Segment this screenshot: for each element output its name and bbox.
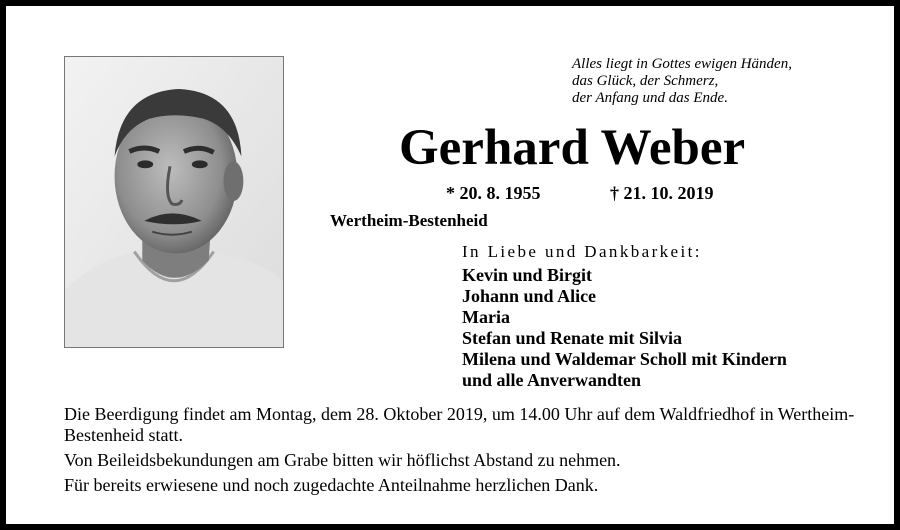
- condolence-request: Von Beileidsbekundungen am Grabe bitten wir höflichst Abstand zu nehmen.: [64, 450, 621, 470]
- mourner-entry: Maria: [462, 307, 510, 327]
- mourner-entry: Kevin und Birgit: [462, 265, 593, 285]
- funeral-notice: [64, 404, 894, 500]
- death-date: † 21. 10. 2019: [610, 183, 714, 203]
- verse-line: Alles liegt in Gottes ewigen Händen,: [572, 56, 792, 72]
- mourners-list: [462, 265, 787, 391]
- thanks-note: Für bereits erwiesene und noch zugedachte Anteilnahme herzlichen Dank.: [64, 475, 599, 495]
- residence-place: Wertheim-Bestenheid: [330, 211, 488, 230]
- portrait-photo: [64, 56, 284, 348]
- verse-line: der Anfang und das Ende.: [572, 90, 728, 106]
- deceased-name: Gerhard Weber: [399, 120, 746, 176]
- verse-line: das Glück, der Schmerz,: [572, 73, 719, 89]
- mourner-entry: und alle Anverwandten: [462, 370, 642, 390]
- mourner-entry: Milena und Waldemar Scholl mit Kindern: [462, 349, 787, 369]
- gratitude-line: In Liebe und Dankbarkeit:: [462, 242, 702, 261]
- mourner-entry: Stefan und Renate mit Silvia: [462, 328, 683, 348]
- memorial-verse: [572, 56, 892, 107]
- mourner-entry: Johann und Alice: [462, 286, 597, 306]
- birth-date: * 20. 8. 1955: [446, 183, 541, 203]
- funeral-details: Die Beerdigung findet am Montag, dem 28. Oktober 2019, um 14.00 Uhr auf dem Waldfriedhof in Wertheim-Bestenheid statt.: [64, 404, 855, 445]
